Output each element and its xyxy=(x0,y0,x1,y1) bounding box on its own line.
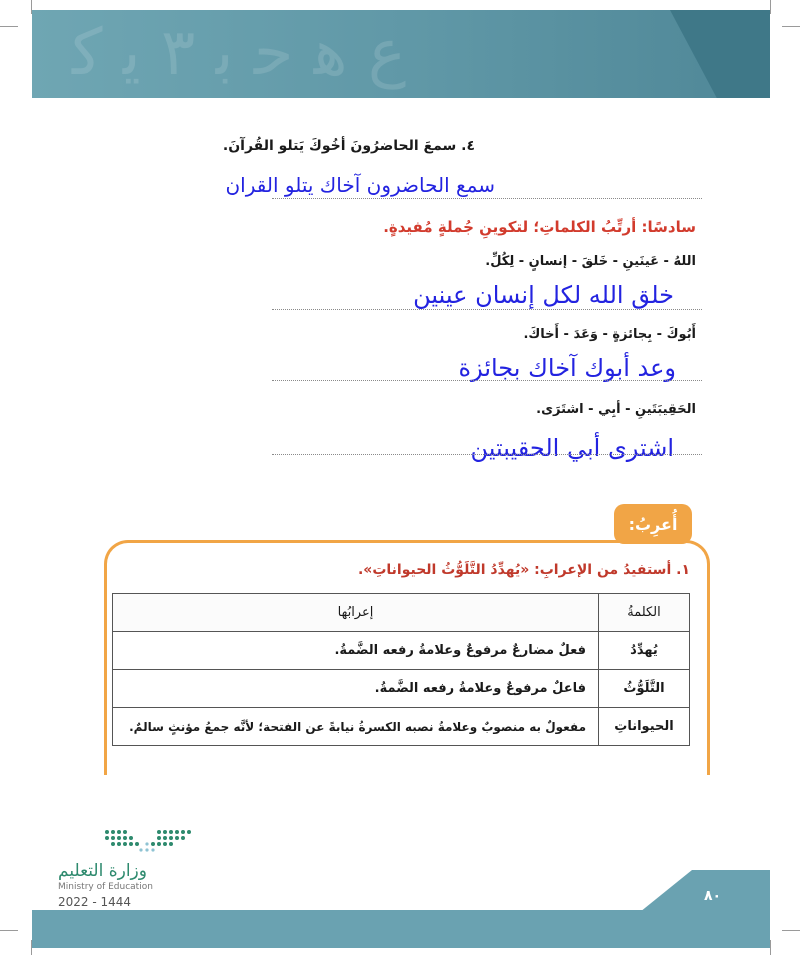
ministry-logo-icon xyxy=(101,826,195,856)
header-word: الكلمةُ xyxy=(599,594,690,632)
ministry-name-arabic: وزارة التعليم xyxy=(58,861,147,881)
words-item-3: الحَقِيبَتَينِ - أبِي - اشتَرَى. xyxy=(536,402,696,417)
header-parsing: إعرابُها xyxy=(113,594,599,632)
table-cell-parsing: فعلٌ مضارعٌ مرفوعٌ وعلامةُ رفعه الضَّمةُ. xyxy=(113,632,599,670)
answer-item-1: خلق الله لكل إنسان عينين xyxy=(413,281,674,309)
table-row xyxy=(113,670,690,708)
words-item-1: اللهُ - عَينَينِ - خَلقَ - إنسانٍ - لِكُلِّ. xyxy=(485,254,696,269)
answer-line xyxy=(272,198,702,199)
ministry-name-english: Ministry of Education xyxy=(58,882,153,892)
crop-mark xyxy=(770,0,771,14)
table-row xyxy=(113,632,690,670)
exercise-4-prompt: ٤. سمعَ الحاضرُونَ أخُوكَ يَتلو القُرآنَ. xyxy=(222,138,475,154)
banner-fold xyxy=(670,10,770,98)
table-cell-word: يُهدِّدُ xyxy=(599,632,690,670)
crop-mark xyxy=(782,930,800,931)
edition-year: 2022 - 1444 xyxy=(58,895,132,909)
answer-line xyxy=(272,454,702,455)
table-cell-word: الحيواناتِ xyxy=(599,708,690,746)
crop-mark xyxy=(0,930,18,931)
exercise-4-answer: سمع الحاضرون آخاك يتلو القران xyxy=(225,173,495,197)
table-cell-parsing: فاعلٌ مرفوعٌ وعلامةُ رفعه الضَّمةُ. xyxy=(113,670,599,708)
page-number: ٨٠ xyxy=(704,888,722,904)
i3rab-instruction: ١. أستفيدُ من الإعرابِ: «يُهدِّدُ التَّلَوُّثُ الحيواناتِ». xyxy=(357,562,690,578)
answer-line xyxy=(272,309,702,310)
table-header-row xyxy=(113,594,690,632)
words-item-2: أَبُوكَ - بِجائزةٍ - وَعَدَ - أَخاكَ. xyxy=(523,327,696,342)
crop-mark xyxy=(770,940,771,955)
table-cell-word: التَّلَوُّثُ xyxy=(599,670,690,708)
i3rab-tag: أُعرِبُ: xyxy=(614,504,692,544)
crop-mark xyxy=(782,26,800,27)
i3rab-table xyxy=(112,593,690,746)
answer-item-2: وعد أبوك آخاك بجائزة xyxy=(458,354,676,382)
calligraphy-pattern: ع ﻫ ﺣ ﺑ ٣ ﯾ ﮐ xyxy=(72,16,407,90)
header-banner xyxy=(32,10,770,98)
section-6-heading: سادسًا: أرتِّبُ الكلماتِ؛ لتكوينِ جُملةٍ مُفيدةٍ. xyxy=(383,218,696,236)
table-cell-parsing: مفعولٌ به منصوبٌ وعلامةُ نصبه الكسرةُ نيابةً عن الفتحة؛ لأنَّه جمعُ مؤنثٍ سالمٌ. xyxy=(113,708,599,746)
answer-line xyxy=(272,380,702,381)
crop-mark xyxy=(0,26,18,27)
footer-band xyxy=(32,910,770,948)
answer-item-3: اشترى أبي الحقيبتين xyxy=(470,434,674,462)
table-row xyxy=(113,708,690,746)
